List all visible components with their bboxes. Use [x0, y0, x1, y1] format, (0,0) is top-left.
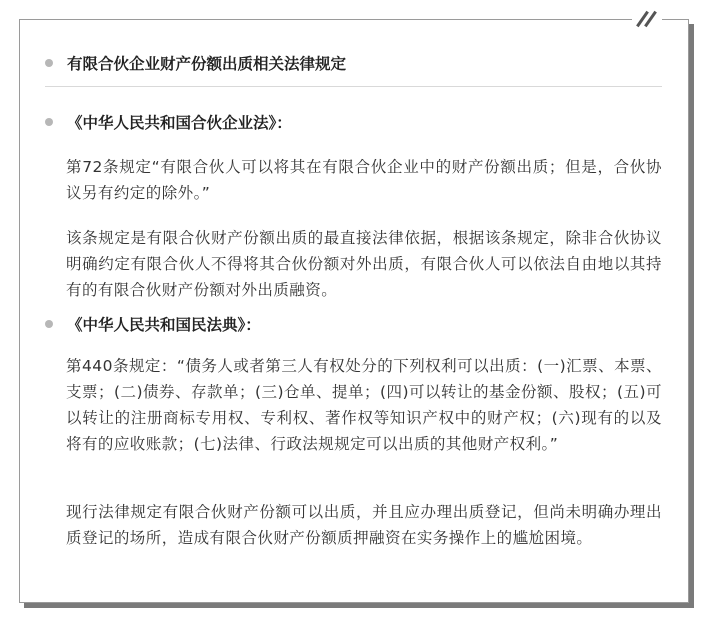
title-divider	[45, 86, 662, 87]
bullet-icon	[45, 320, 53, 328]
paragraph-article-440: 第440条规定：“债务人或者第三人有权处分的下列权利可以出质：(一)汇票、本票、支票；(二)债券、存款单；(三)仓单、提单；(四)可以转让的基金份额、股权；(五)可以转让的注册商标专用权、专利权、著作权等知识产权中的财产权；(六)现有的以及将有的应收账款；(七)法律、行政法规规定可以出质的其他财产权利。”	[66, 357, 662, 453]
page-title	[45, 52, 346, 74]
section-heading-civil-code	[45, 313, 261, 335]
paragraph-conclusion: 现行法律规定有限合伙财产份额可以出质，并且应办理出质登记，但尚未明确办理出质登记的场所，造成有限合伙财产份额质押融资在实务操作上的尴尬困境。	[66, 503, 662, 547]
paragraph-article-72-analysis: 该条规定是有限合伙财产份额出质的最直接法律依据，根据该条规定，除非合伙协议明确约定有限合伙人不得将其合伙份额对外出质，有限合伙人可以依法自由地以其持有的有限合伙财产份额对外出质融资。	[66, 229, 662, 299]
bullet-icon	[45, 118, 53, 126]
double-slash-icon	[632, 6, 662, 32]
section-heading-text: 《中华人民共和国民法典》：	[67, 316, 261, 334]
paragraph-article-72: 第72条规定“有限合伙人可以将其在有限合伙企业中的财产份额出质；但是，合伙协议另有约定的除外。”	[66, 158, 662, 202]
section-heading-partnership-law	[45, 111, 292, 133]
page-title-text: 有限合伙企业财产份额出质相关法律规定	[67, 55, 347, 73]
bullet-icon	[45, 59, 53, 67]
section-heading-text: 《中华人民共和国合伙企业法》：	[67, 114, 292, 132]
